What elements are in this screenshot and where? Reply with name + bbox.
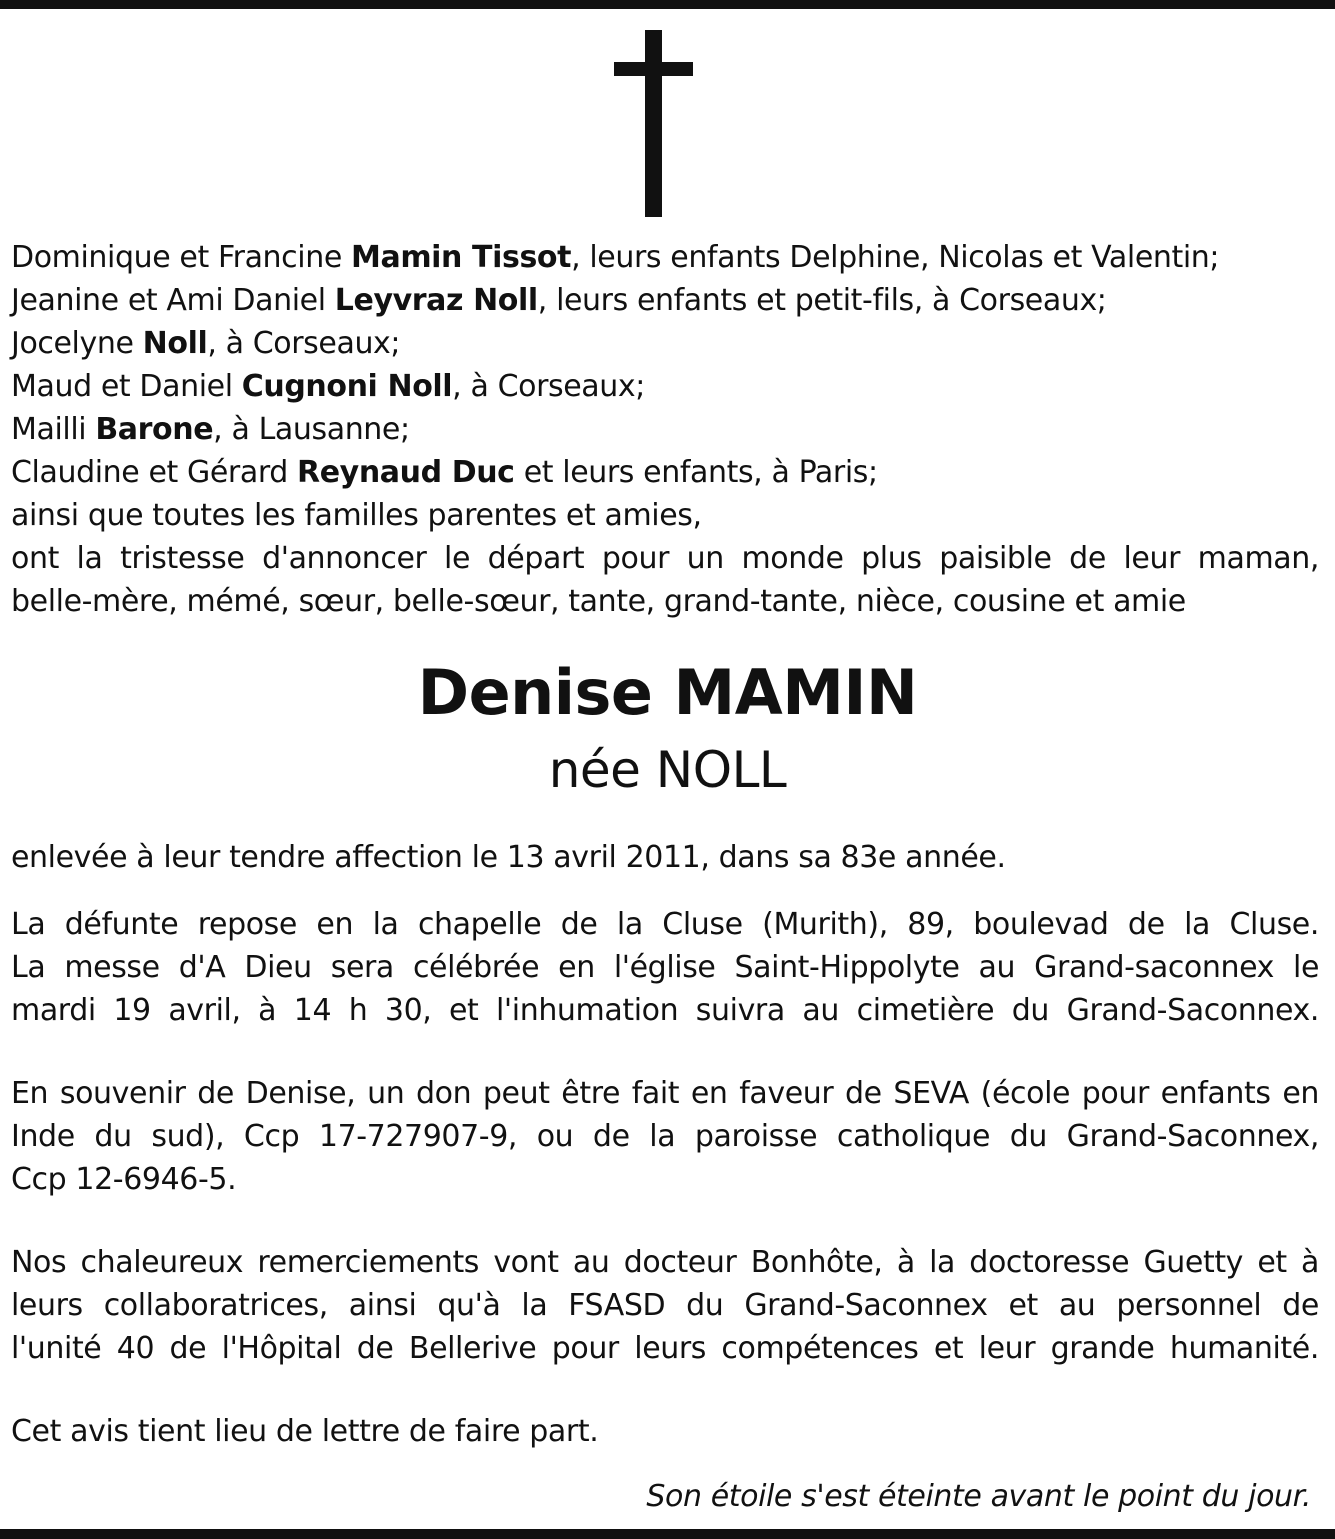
thanks-line: leurs collaboratrices, ainsi qu'à la FSASD du Grand-Saconnex et au personnel de bbox=[11, 1288, 1319, 1323]
donation-line: Ccp 12-6946-5. bbox=[11, 1162, 237, 1197]
donation-line: Inde du sud), Ccp 17-727907-9, ou de la paroisse catholique du Grand-Saconnex, bbox=[11, 1119, 1319, 1154]
service-line: mardi 19 avril, à 14 h 30, et l'inhumation suivra au cimetière du Grand-Saconnex. bbox=[11, 993, 1319, 1028]
family-surname: Mamin Tissot bbox=[351, 240, 572, 275]
family-line: Mailli Barone, à Lausanne; bbox=[11, 412, 410, 447]
service-line: La défunte repose en la chapelle de la Cluse (Murith), 89, boulevad de la Cluse. bbox=[11, 907, 1319, 942]
intro-line: ont la tristesse d'annoncer le départ pour un monde plus paisible de leur maman, bbox=[11, 541, 1319, 576]
thanks-paragraph bbox=[11, 1241, 1319, 1370]
deceased-name: Denise MAMIN bbox=[417, 656, 918, 729]
family-line: Claudine et Gérard Reynaud Duc et leurs enfants, à Paris; bbox=[11, 455, 878, 490]
family-line: Jeanine et Ami Daniel Leyvraz Noll, leurs enfants et petit-fils, à Corseaux; bbox=[11, 283, 1107, 318]
family-surname: Leyvraz Noll bbox=[334, 283, 538, 318]
donation-paragraph bbox=[11, 1072, 1319, 1201]
family-surname: Cugnoni Noll bbox=[241, 369, 453, 404]
thanks-line: l'unité 40 de l'Hôpital de Bellerive pour leurs compétences et leur grande humanité. bbox=[11, 1331, 1319, 1366]
family-line: Dominique et Francine Mamin Tissot, leurs enfants Delphine, Nicolas et Valentin; bbox=[11, 240, 1220, 275]
family-surname: Reynaud Duc bbox=[297, 455, 515, 490]
intro-line: ainsi que toutes les familles parentes et amies, bbox=[11, 498, 702, 533]
families-list bbox=[11, 236, 1319, 623]
death-notice: enlevée à leur tendre affection le 13 avril 2011, dans sa 83e année. bbox=[11, 840, 1006, 875]
family-line: Maud et Daniel Cugnoni Noll, à Corseaux; bbox=[11, 369, 645, 404]
thanks-line: Nos chaleureux remerciements vont au docteur Bonhôte, à la doctoresse Guetty et à bbox=[11, 1245, 1319, 1280]
motto: Son étoile s'est éteinte avant le point du jour. bbox=[646, 1479, 1311, 1514]
donation-line: En souvenir de Denise, un don peut être fait en faveur de SEVA (école pour enfants en bbox=[11, 1076, 1319, 1111]
latin-cross-icon bbox=[0, 0, 1335, 230]
family-line: Jocelyne Noll, à Corseaux; bbox=[11, 326, 401, 361]
family-surname: Barone bbox=[95, 412, 214, 447]
deceased-maiden-name: née NOLL bbox=[548, 741, 787, 799]
intro-line: belle-mère, mémé, sœur, belle-sœur, tante, grand-tante, nièce, cousine et amie bbox=[11, 584, 1186, 619]
service-paragraph bbox=[11, 903, 1319, 1032]
closing-note: Cet avis tient lieu de lettre de faire part. bbox=[11, 1414, 599, 1449]
service-line: La messe d'A Dieu sera célébrée en l'église Saint-Hippolyte au Grand-saconnex le bbox=[11, 950, 1319, 985]
family-surname: Noll bbox=[142, 326, 208, 361]
bottom-rule bbox=[0, 1529, 1335, 1539]
